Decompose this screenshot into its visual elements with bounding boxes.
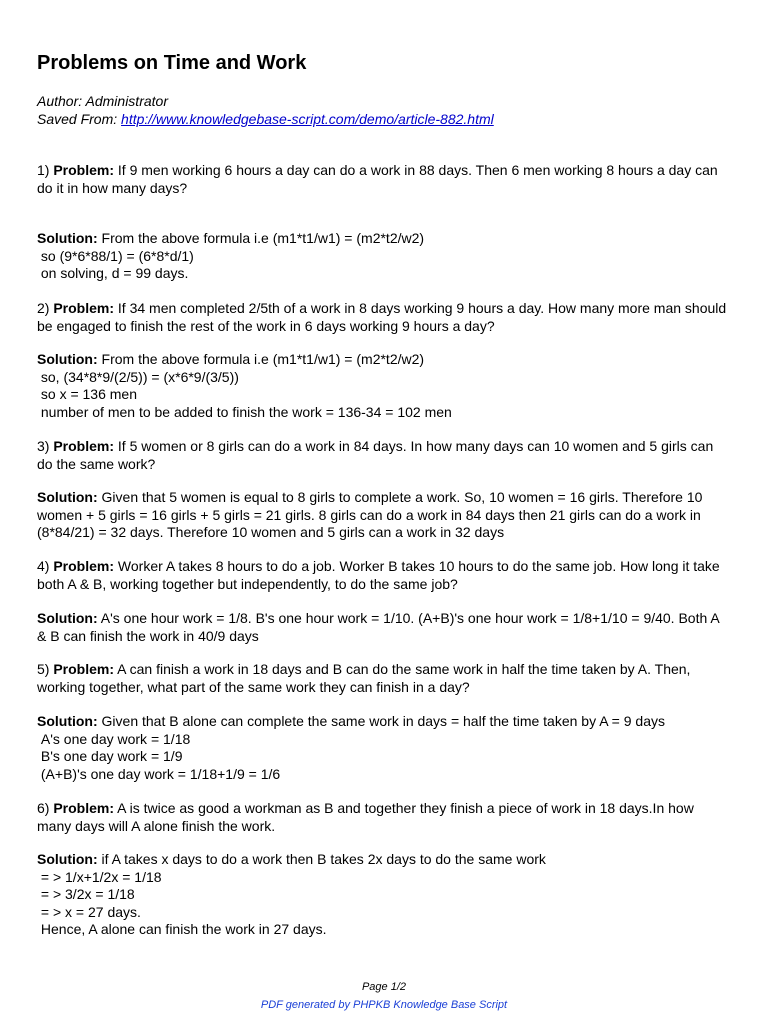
solution-label: Solution:	[37, 713, 98, 729]
problem-body: If 9 men working 6 hours a day can do a work in 88 days. Then 6 men working 8 hours a day can do it in how many days?	[37, 162, 722, 196]
problem-body: If 5 women or 8 girls can do a work in 84 days. In how many days can 10 women and 5 girls can do the same work?	[37, 438, 718, 472]
problem-5	[37, 661, 729, 696]
article-meta	[37, 92, 494, 128]
problem-text	[37, 438, 729, 473]
problem-text	[37, 300, 729, 335]
problem-text	[37, 558, 729, 593]
solution-line: Solution: From the above formula i.e (m1*t1/w1) = (m2*t2/w2)	[37, 351, 425, 367]
solution-line: number of men to be added to finish the work = 136-34 = 102 men	[37, 403, 452, 420]
problem-4	[37, 558, 729, 593]
problem-text	[37, 800, 729, 835]
solution-line: so (9*6*88/1) = (6*8*d/1)	[37, 247, 194, 264]
solution-line: = > x = 27 days.	[37, 903, 141, 920]
problem-body: If 34 men completed 2/5th of a work in 8 days working 9 hours a day. How many more man should be engaged to finish the rest of the work in 6 days working 9 hours a day?	[37, 300, 731, 334]
problem-number: 4)	[37, 558, 54, 574]
saved-from-line	[37, 110, 494, 128]
solution-line: Hence, A alone can finish the work in 27 days.	[37, 921, 327, 937]
problem-label: Problem:	[53, 800, 115, 816]
problem-text	[37, 162, 729, 197]
solution-line: (A+B)'s one day work = 1/18+1/9 = 1/6	[37, 765, 281, 782]
solution-line: so, (34*8*9/(2/5)) = (x*6*9/(3/5))	[37, 368, 239, 385]
problem-label: Problem:	[53, 558, 115, 574]
generator-note: PDF generated by PHPKB Knowledge Base Script	[260, 999, 508, 1011]
problem-label: Problem:	[53, 300, 115, 316]
problem-number: 3)	[37, 438, 54, 454]
problem-1	[37, 162, 729, 197]
solution-1	[37, 230, 729, 283]
solution-label: Solution:	[37, 851, 98, 867]
source-link[interactable]: http://www.knowledgebase-script.com/demo/article-882.html	[121, 111, 494, 127]
solution-line: Solution: A's one hour work = 1/8. B's one hour work = 1/10. (A+B)'s one hour work = 1/8+1/10 = 9/40. Both A & B can finish the work in 40/9 days	[37, 610, 723, 644]
solution-4	[37, 610, 729, 645]
solution-3	[37, 489, 729, 542]
problem-body: A can finish a work in 18 days and B can do the same work in half the time taken by A. Then, working together, what part of the same work they can finish in a day?	[37, 661, 695, 695]
problem-label: Problem:	[53, 438, 115, 454]
problem-3	[37, 438, 729, 473]
problem-text	[37, 661, 729, 696]
problem-label: Problem:	[53, 162, 115, 178]
problem-body: Worker A takes 8 hours to do a job. Worker B takes 10 hours to do the same job. How long it take both A & B, working together but independently, to do the same job?	[37, 558, 724, 592]
problem-label: Problem:	[53, 661, 115, 677]
solution-6	[37, 851, 729, 939]
solution-line: Solution: Given that 5 women is equal to 8 girls to complete a work. So, 10 women = 16 girls. Therefore 10 women + 5 girls = 16 girls + 5 girls = 21 girls. 8 girls can do a work in 84 days then 21 girls can do a work in (8*84/21) = 32 days. Therefore 10 women and 5 girls can a work in 32 days	[37, 489, 707, 540]
page-title: Problems on Time and Work	[37, 52, 307, 74]
solution-label: Solution:	[37, 610, 98, 626]
solution-line: on solving, d = 99 days.	[37, 265, 189, 281]
problem-number: 1)	[37, 162, 54, 178]
solution-line: Solution: From the above formula i.e (m1*t1/w1) = (m2*t2/w2)	[37, 230, 425, 246]
problem-6	[37, 800, 729, 835]
solution-line: Solution: if A takes x days to do a work then B takes 2x days to do the same work	[37, 851, 546, 867]
problem-number: 5)	[37, 661, 54, 677]
solution-line: = > 1/x+1/2x = 1/18	[37, 868, 162, 885]
solution-label: Solution:	[37, 351, 98, 367]
author-line: Author: Administrator	[37, 93, 168, 109]
solution-line: so x = 136 men	[37, 386, 138, 402]
solution-line: Solution: Given that B alone can complete the same work in days = half the time taken by A = 9 days	[37, 713, 665, 729]
problem-number: 6)	[37, 800, 54, 816]
saved-from-label: Saved From:	[37, 111, 122, 127]
problem-body: A is twice as good a workman as B and together they finish a piece of work in 18 days.In how many days will A alone finish the work.	[37, 800, 698, 834]
solution-line: B's one day work = 1/9	[37, 748, 183, 764]
solution-line: A's one day work = 1/18	[37, 730, 191, 747]
solution-label: Solution:	[37, 230, 98, 246]
problem-number: 2)	[37, 300, 54, 316]
problem-2	[37, 300, 729, 335]
solution-2	[37, 351, 729, 421]
solution-5	[37, 713, 729, 783]
solution-line: = > 3/2x = 1/18	[37, 886, 135, 902]
solution-label: Solution:	[37, 489, 98, 505]
page-number: Page 1/2	[361, 981, 407, 993]
